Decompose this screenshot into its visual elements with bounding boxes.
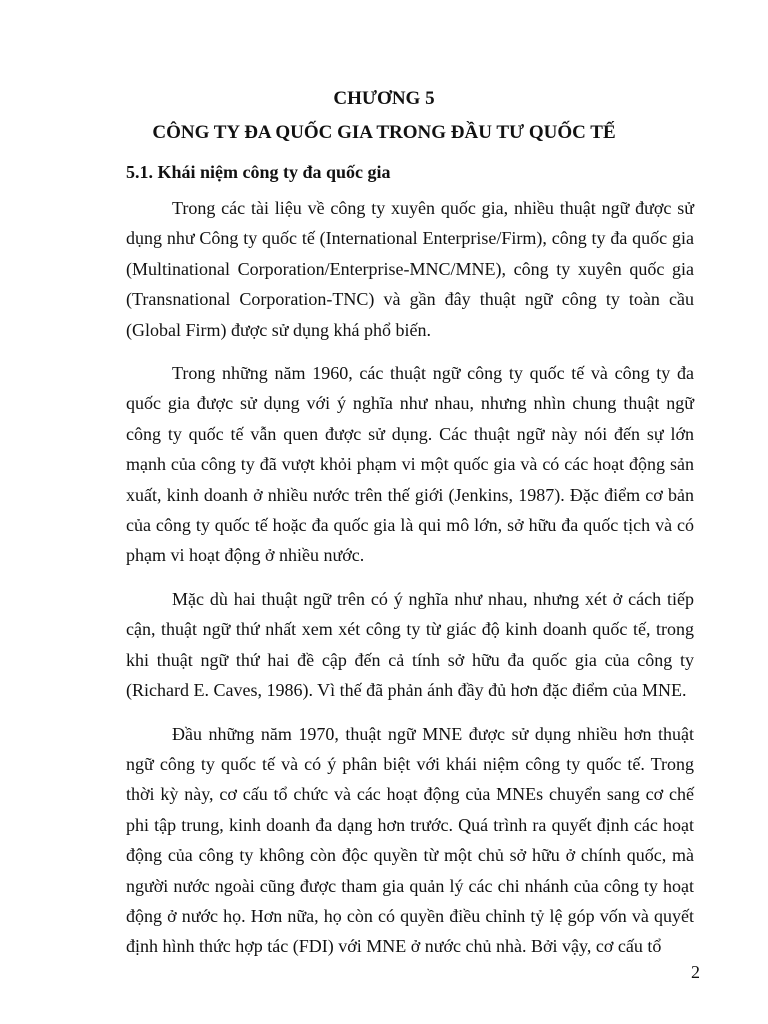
chapter-title: CÔNG TY ĐA QUỐC GIA TRONG ĐẦU TƯ QUỐC TẾ	[152, 122, 616, 143]
chapter-label: CHƯƠNG 5	[333, 88, 435, 109]
paragraph-2: Trong những năm 1960, các thuật ngữ công ty quốc tế và công ty đa quốc gia được sử dụng với ý nghĩa như nhau, nhưng nhìn chung thuật ngữ công ty quốc tế vẫn quen được sử dụng. Các thuật ngữ này nói đến sự lớn mạnh của công ty đã vượt khỏi phạm vi một quốc gia và có các hoạt động sản xuất, kinh doanh ở nhiều nước trên thế giới (Jenkins, 1987). Đặc điểm cơ bản của công ty quốc tế hoặc đa quốc gia là qui mô lớn, sở hữu đa quốc tịch và có phạm vi hoạt động ở nhiều nước.	[126, 363, 694, 566]
page-number: 2	[691, 962, 700, 982]
body-text	[126, 193, 694, 975]
paragraph-1: Trong các tài liệu về công ty xuyên quốc gia, nhiều thuật ngữ được sử dụng như Công ty quốc tế (International Enterprise/Firm), công ty đa quốc gia (Multinational Corporation/Enterprise-MNC/MNE), công ty xuyên quốc gia (Transnational Corporation-TNC) và gần đây thuật ngữ công ty toàn cầu (Global Firm) được sử dụng khá phổ biến.	[126, 198, 694, 340]
section-heading: 5.1. Khái niệm công ty đa quốc gia	[126, 162, 391, 182]
paragraph-3: Mặc dù hai thuật ngữ trên có ý nghĩa như nhau, nhưng xét ở cách tiếp cận, thuật ngữ thứ nhất xem xét công ty từ giác độ kinh doanh quốc tế, trong khi thuật ngữ thứ hai đề cập đến cả tính sở hữu đa quốc gia của công ty (Richard E. Caves, 1986). Vì thế đã phản ánh đầy đủ hơn đặc điểm của MNE.	[126, 588, 694, 701]
paragraph-4: Đầu những năm 1970, thuật ngữ MNE được sử dụng nhiều hơn thuật ngữ công ty quốc tế và có ý phân biệt với khái niệm công ty quốc tế. Trong thời kỳ này, cơ cấu tổ chức và các hoạt động của MNEs chuyển sang cơ chế phi tập trung, kinh doanh đa dạng hơn trước. Quá trình ra quyết định các hoạt động của công ty không còn độc quyền từ một chủ sở hữu ở chính quốc, mà người nước ngoài cũng được tham gia quản lý các chi nhánh của công ty hoạt động ở nước họ. Hơn nữa, họ còn có quyền điều chỉnh tỷ lệ góp vốn và quyết định hình thức hợp tác (FDI) với MNE ở nước chủ nhà. Bởi vậy, cơ cấu tổ	[126, 723, 694, 957]
